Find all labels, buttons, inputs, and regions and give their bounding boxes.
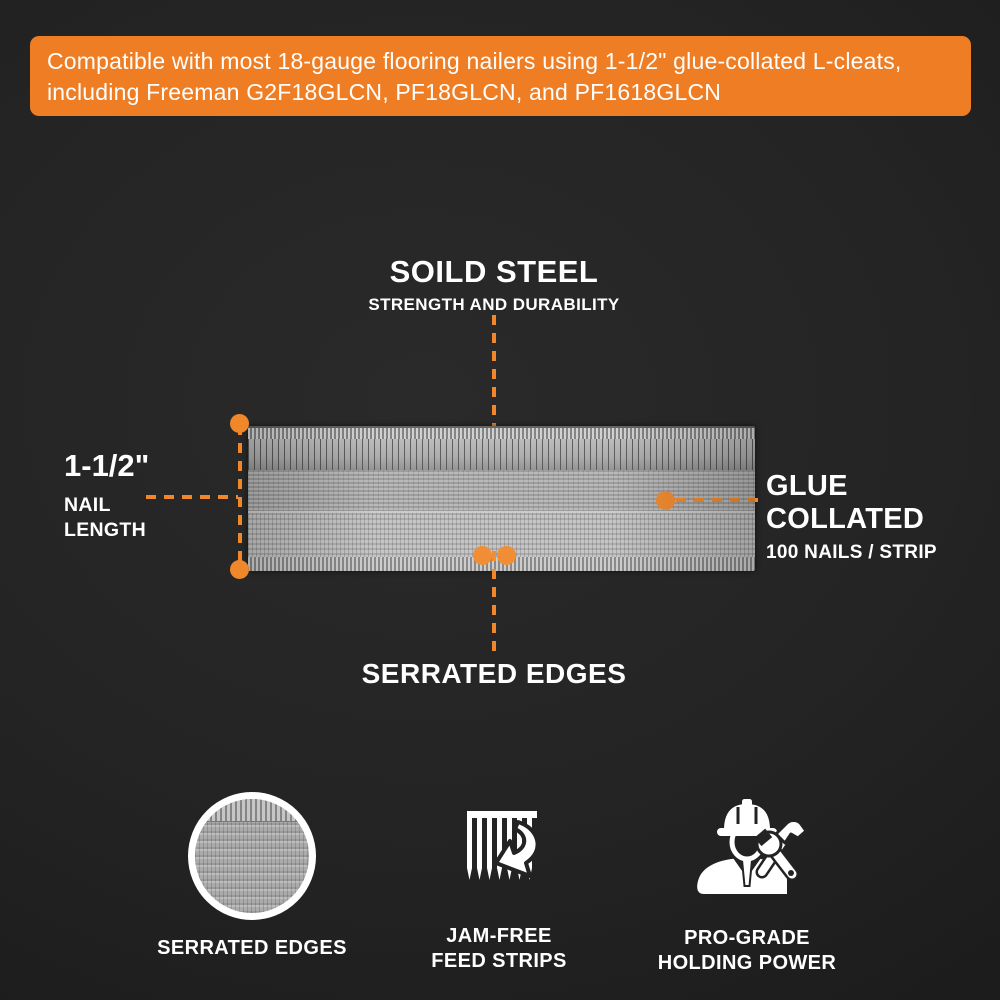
callout-glue-collated-title: GLUE COLLATED <box>766 470 925 535</box>
leader-line-left-vertical <box>238 425 242 569</box>
feature-label-jam-free <box>389 924 609 974</box>
callout-glue-collated <box>766 470 1000 564</box>
callout-nail-length <box>64 448 149 543</box>
marker-dot-left-bottom <box>230 560 249 579</box>
compatibility-banner-text: Compatible with most 18-gauge flooring nailers using 1-1/2" glue-collated L-cleats, including Freeman G2F18GLCN, PF18GLCN, and PF1618GLCN <box>47 48 902 105</box>
feature-label-pro-grade <box>637 926 857 976</box>
feature-label-serrated-edges <box>142 936 362 961</box>
leader-line-left-horizontal <box>146 495 238 499</box>
callout-nail-length-label1: NAIL <box>64 494 111 516</box>
compatibility-banner <box>30 36 971 116</box>
feature-label-pro-grade-line1: PRO-GRADE <box>684 927 810 949</box>
marker-dot-left-top <box>230 414 249 433</box>
feature-label-pro-grade-line2: HOLDING POWER <box>657 952 837 974</box>
callout-solid-steel-subtitle: STRENGTH AND DURABILITY <box>368 295 620 314</box>
callout-solid-steel <box>244 254 744 315</box>
nail-strip <box>248 426 755 571</box>
callout-serrated-edges <box>244 658 744 690</box>
callout-glue-collated-subtitle: 100 NAILS / STRIP <box>766 542 937 563</box>
feature-label-jam-free-line2: FEED STRIPS <box>431 950 567 972</box>
leader-line-top <box>492 315 496 427</box>
feature-label-jam-free-line1: JAM-FREE <box>446 925 552 947</box>
serrated-edges-macro-icon <box>188 792 316 920</box>
strip-shading <box>248 426 755 571</box>
callout-serrated-edges-title: SERRATED EDGES <box>361 658 627 689</box>
jam-free-feed-strip-icon <box>458 806 546 894</box>
callout-solid-steel-title: SOILD STEEL <box>389 254 599 289</box>
feature-label-serrated-edges-line1: SERRATED EDGES <box>157 937 347 959</box>
pro-grade-worker-icon <box>688 794 808 898</box>
callout-nail-length-label2: LENGTH <box>64 519 146 541</box>
callout-nail-length-value: 1-1/2" <box>64 448 150 483</box>
